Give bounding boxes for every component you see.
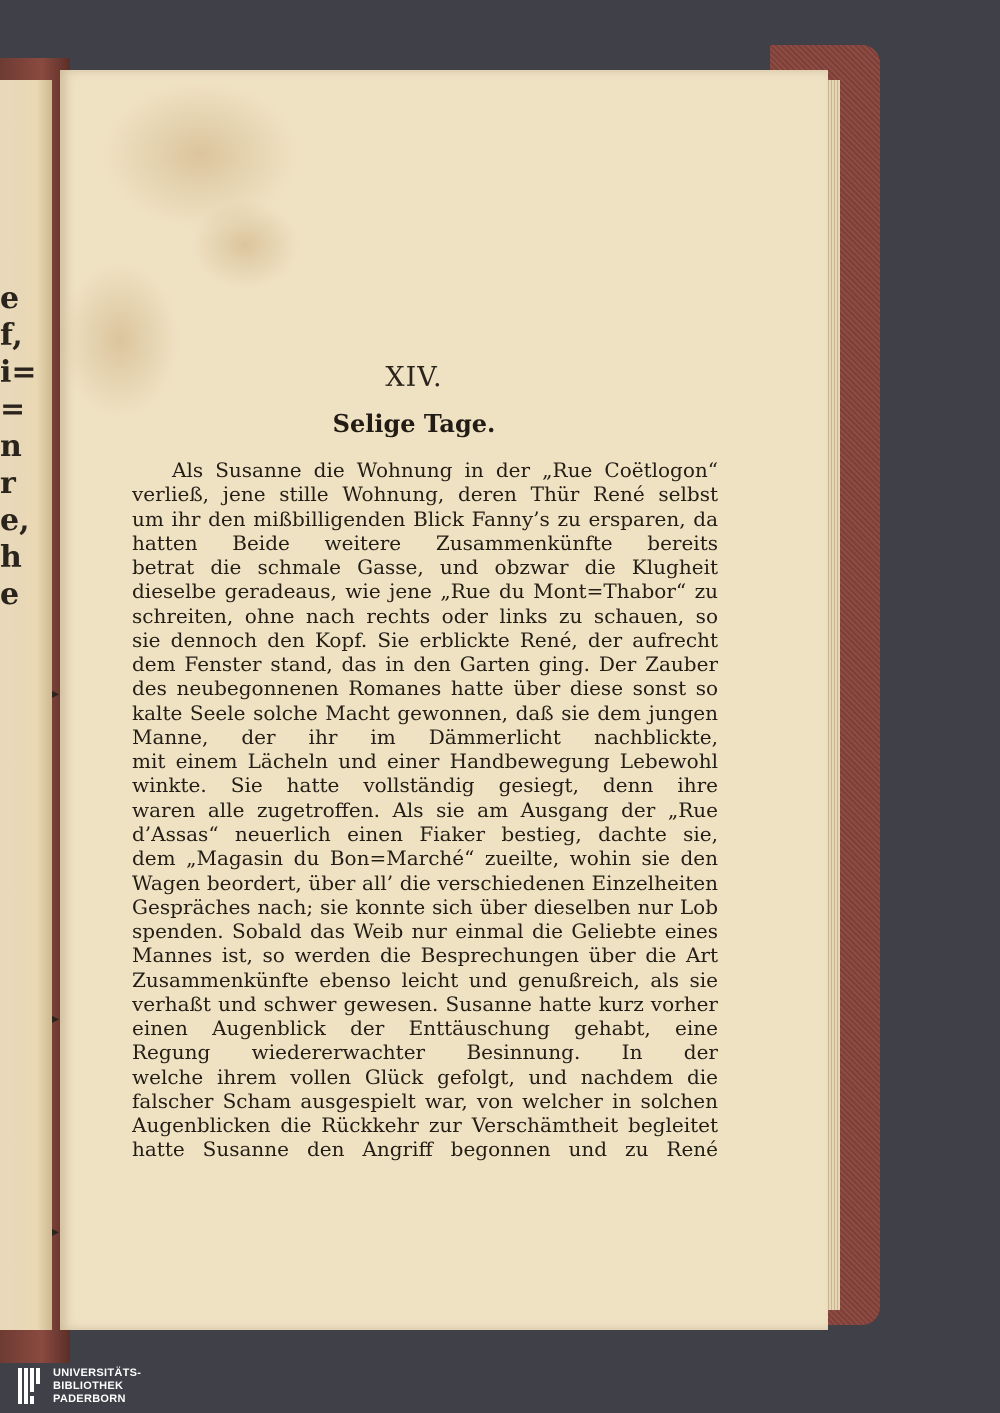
left-page-fragment: = [0, 392, 26, 427]
left-page-fragment: f, [0, 318, 23, 353]
chapter-title: Selige Tage. [332, 409, 496, 438]
library-name-line: UNIVERSITÄTS- [53, 1367, 142, 1379]
left-page-fragment: h [0, 540, 22, 575]
text-line: betrat die schmale Gasse, und obzwar die Klugheit [132, 555, 718, 580]
text-line: des neubegonnenen Romanes hatte über diese sonst so [132, 676, 718, 701]
text-line: um ihr den mißbilligenden Blick Fanny’s zu ersparen, da [132, 506, 718, 531]
library-name-line: BIBLIOTHEK [53, 1380, 124, 1392]
text-line: dem Fenster stand, das in den Garten ging. Der Zauber [132, 652, 718, 677]
text-line: waren alle zugetroffen. Als sie am Ausgang der „Rue [132, 797, 718, 822]
text-line: welche ihrem vollen Glück gefolgt, und nachdem die [132, 1064, 718, 1089]
text-line: Zusammenkünfte ebenso leicht und genußreich, als sie [132, 967, 718, 992]
text-line: Mannes ist, so werden die Besprechungen über die Art [132, 943, 718, 968]
university-library-logo-icon [18, 1368, 40, 1404]
text-line: schreiten, ohne nach rechts oder links zu schauen, so [132, 603, 718, 628]
text-line: verhaßt und schwer gewesen. Susanne hatte kurz vorher [132, 991, 718, 1016]
text-line: Wagen beordert, über all’ die verschiedenen Einzelheiten [132, 870, 718, 895]
chapter-number: XIV. [385, 362, 443, 393]
text-line: spenden. Sobald das Weib nur einmal die Geliebte eines [132, 919, 718, 944]
text-line: hatten Beide weitere Zusammenkünfte bereits [132, 530, 718, 555]
text-line: dieselbe geradeaus, wie jene „Rue du Mont=Thabor“ zu [132, 579, 718, 604]
text-line: Augenblicken die Rückkehr zur Verschämtheit begleitet [132, 1113, 718, 1138]
text-line: einen Augenblick der Enttäuschung gehabt, eine [132, 1016, 718, 1041]
text-line: mit einem Lächeln und einer Handbewegung Lebewohl [132, 749, 718, 774]
binding-mark: ▸ [52, 686, 60, 702]
text-line: dem „Magasin du Bon=Marché“ zueilte, wohin sie den [132, 846, 718, 871]
left-page-fragment: n [0, 429, 22, 464]
left-page-fragment: e [0, 281, 20, 316]
binding-mark: ▸ [52, 1224, 60, 1240]
text-line: verließ, jene stille Wohnung, deren Thür René selbst [132, 482, 718, 507]
left-page-fragment: e, [0, 503, 30, 538]
left-page-fragment: i= [0, 355, 37, 390]
text-line: sie dennoch den Kopf. Sie erblickte René, der aufrecht [132, 627, 718, 652]
text-line: winkte. Sie hatte vollständig gesiegt, denn ihre [132, 773, 718, 798]
left-page-fragment: r [0, 466, 16, 501]
chapter-paragraph [132, 458, 718, 1162]
library-name [53, 1367, 141, 1406]
library-name-line: PADERBORN [53, 1393, 126, 1405]
library-footer [0, 1363, 1000, 1413]
binding-mark: ▸ [52, 1011, 60, 1027]
text-line: hatte Susanne den Angriff begonnen und zu René [132, 1137, 718, 1162]
text-line: kalte Seele solche Macht gewonnen, daß sie dem jungen [132, 700, 718, 725]
text-line: falscher Scham ausgespielt war, von welcher in solchen [132, 1088, 718, 1113]
text-line: Gespräches nach; sie konnte sich über dieselben nur Lob [132, 894, 718, 919]
text-line: Als Susanne die Wohnung in der „Rue Coëtlogon“ [172, 458, 718, 482]
text-line: d’Assas“ neuerlich einen Fiaker bestieg, dachte sie, [132, 821, 718, 846]
text-line: Manne, der ihr im Dämmerlicht nachblickte, [132, 724, 718, 749]
left-page-fragment: e [0, 577, 20, 612]
text-line: Regung wiedererwachter Besinnung. In der [132, 1040, 718, 1065]
